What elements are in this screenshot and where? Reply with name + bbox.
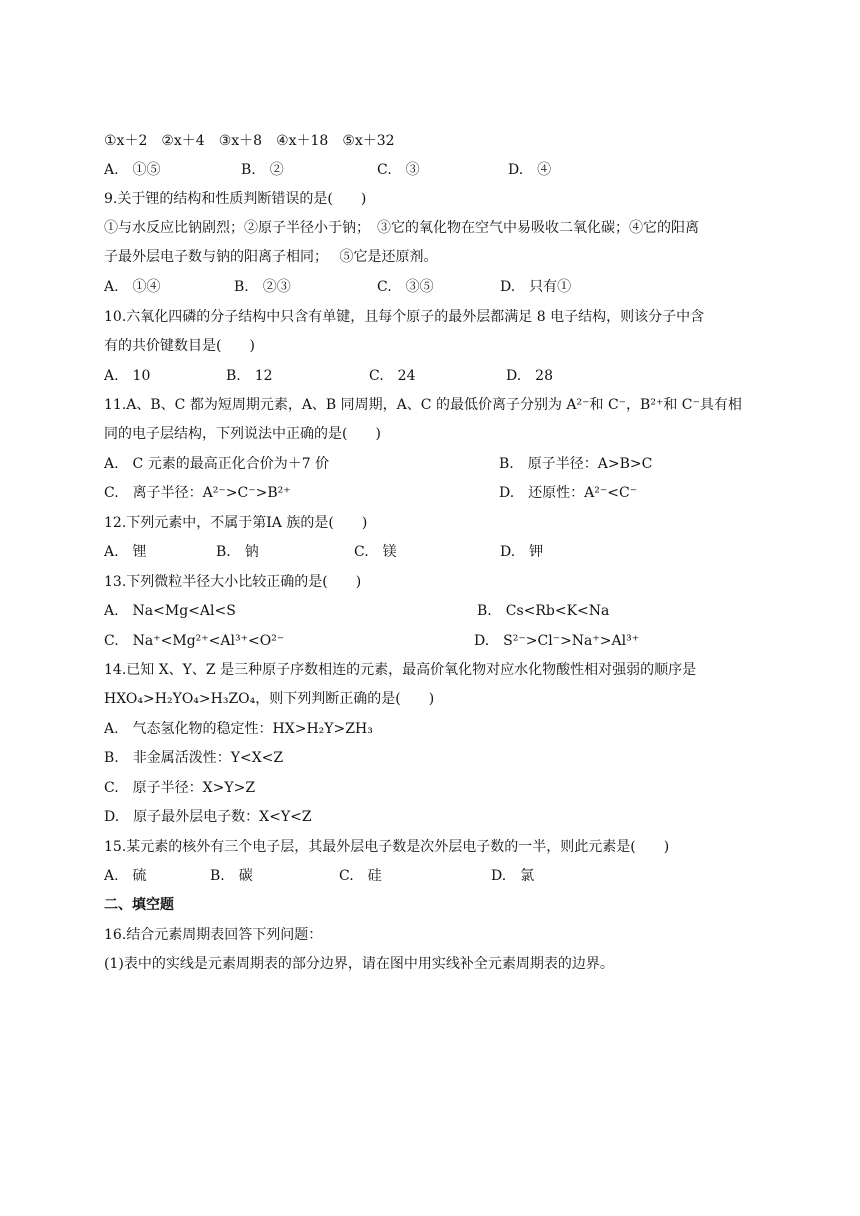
q15-option-a: A. 硫 <box>104 868 147 884</box>
q13-stem: 13.下列微粒半径大小比较正确的是( ) <box>104 574 362 590</box>
q11-option-b: B. 原子半径：A>B>C <box>499 456 653 472</box>
q9-option-d: D. 只有① <box>500 279 572 295</box>
q12-option-a: A. 锂 <box>104 544 147 560</box>
q10-stem-line1: 10.六氧化四磷的分子结构中只含有单键，且每个原子的最外层都满足 8 电子结构，则该分子中含 <box>104 309 705 325</box>
q13-option-b: B. Cs<Rb<K<Na <box>477 603 610 619</box>
q8-option-d: D. ④ <box>508 162 552 178</box>
q9-desc-line1: ①与水反应比钠剧烈；②原子半径小于钠； ③它的氧化物在空气中易吸收二氧化碳；④它的阳离 <box>104 220 699 236</box>
q9-option-a: A. ①④ <box>104 279 161 295</box>
q10-option-c: C. 24 <box>369 368 416 384</box>
q12-option-d: D. 钾 <box>500 544 544 560</box>
q11-option-a: A. C 元素的最高正化合价为＋7 价 <box>104 456 330 472</box>
q11-stem-line1: 11.A、B、C 都为短周期元素，A、B 同周期，A、C 的最低价离子分别为 A²⁻和 C⁻，B²⁺和 C⁻具有相 <box>104 397 742 413</box>
q10-stem-line2: 有的共价键数目是( ) <box>104 338 255 354</box>
q14-option-a: A. 气态氢化物的稳定性：HX>H₂Y>ZH₃ <box>104 721 373 737</box>
q9-stem: 9.关于锂的结构和性质判断错误的是( ) <box>104 191 367 207</box>
q16-part1: (1)表中的实线是元素周期表的部分边界，请在图中用实线补全元素周期表的边界。 <box>104 956 614 972</box>
q10-option-a: A. 10 <box>104 368 151 384</box>
q8-choices: ①x＋2 ②x＋4 ③x＋8 ④x＋18 ⑤x＋32 <box>104 133 395 149</box>
q16-stem: 16.结合元素周期表回答下列问题： <box>104 927 323 943</box>
q15-option-c: C. 硅 <box>339 868 382 884</box>
q11-option-d: D. 还原性：A²⁻<C⁻ <box>499 485 638 501</box>
q8-option-b: B. ② <box>241 162 284 178</box>
q9-option-b: B. ②③ <box>234 279 291 295</box>
q14-stem-line2: HXO₄>H₂YO₄>H₃ZO₄，则下列判断正确的是( ) <box>104 691 435 707</box>
q15-option-d: D. 氯 <box>491 868 535 884</box>
q11-stem-line2: 同的电子层结构，下列说法中正确的是( ) <box>104 426 381 442</box>
q13-option-a: A. Na<Mg<Al<S <box>104 603 236 619</box>
q14-option-b: B. 非金属活泼性：Y<X<Z <box>104 750 284 766</box>
q9-option-c: C. ③⑤ <box>377 279 434 295</box>
q12-option-c: C. 镁 <box>354 544 397 560</box>
q15-option-b: B. 碳 <box>210 868 253 884</box>
q10-option-d: D. 28 <box>506 368 553 384</box>
q8-option-a: A. ①⑤ <box>104 162 161 178</box>
q14-option-d: D. 原子最外层电子数：X<Y<Z <box>104 809 312 825</box>
q11-option-c: C. 离子半径：A²⁻>C⁻>B²⁺ <box>104 485 291 501</box>
q13-option-d: D. S²⁻>Cl⁻>Na⁺>Al³⁺ <box>474 633 640 649</box>
q15-stem: 15.某元素的核外有三个电子层，其最外层电子数是次外层电子数的一半，则此元素是( ) <box>104 839 670 855</box>
section-title-fill-in: 二、填空题 <box>104 897 174 913</box>
q13-option-c: C. Na⁺<Mg²⁺<Al³⁺<O²⁻ <box>104 633 285 649</box>
q12-option-b: B. 钠 <box>216 544 259 560</box>
q14-option-c: C. 原子半径：X>Y>Z <box>104 780 256 796</box>
q9-desc-line2: 子最外层电子数与钠的阳离子相同； ⑤它是还原剂。 <box>104 249 438 265</box>
q10-option-b: B. 12 <box>226 368 273 384</box>
q8-option-c: C. ③ <box>377 162 420 178</box>
q12-stem: 12.下列元素中，不属于第ⅠA 族的是( ) <box>104 515 368 531</box>
q14-stem-line1: 14.已知 X、Y、Z 是三种原子序数相连的元素，最高价氧化物对应水化物酸性相对强弱的顺序是 <box>104 662 697 678</box>
